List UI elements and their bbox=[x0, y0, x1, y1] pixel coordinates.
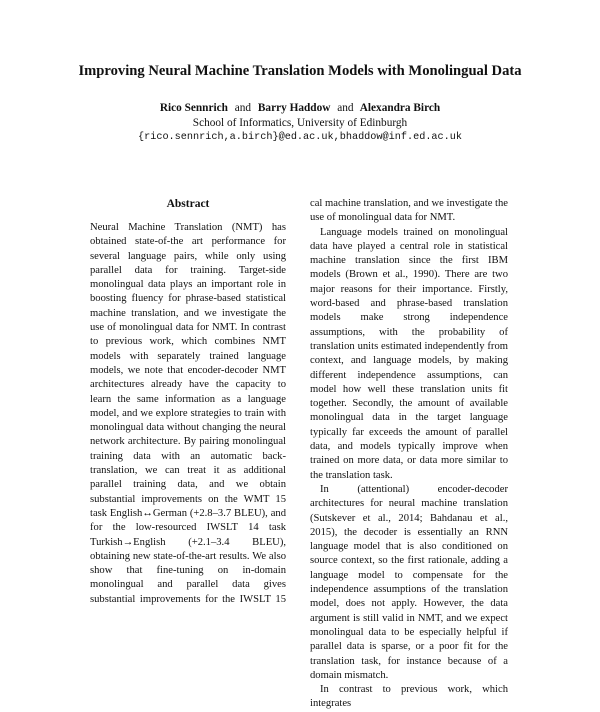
affiliation: School of Informatics, University of Edinburgh bbox=[192, 117, 408, 129]
author-conjunction: and bbox=[234, 102, 252, 114]
intro-paragraph: Language models trained on monolingual data have played a central role in statistical machine translation since the first IBM models (Brown et al., 1990). There are two major reasons for their importance. Firstly, word-based and phrase-based translation models make strong independence assumptions, with the probability of translation units estimated independently from context, and language models, by making different independence assumptions, can model how well these translation units fit together. Secondly, the amount of available monolingual data in the target language typically far exceeds the amount of parallel data, and models typically improve when trained on more data, or data more similar to the translation task. bbox=[310, 226, 508, 481]
intro-paragraph: cal machine translation, and we investigate the use of monolingual data for NMT. bbox=[310, 198, 508, 224]
left-column bbox=[90, 221, 286, 607]
author-emails: {rico.sennrich,a.birch}@ed.ac.uk,bhaddow@inf.ed.ac.uk bbox=[137, 132, 462, 143]
right-column bbox=[310, 197, 508, 712]
intro-paragraph: In (attentional) encoder-decoder architectures for neural machine translation (Sutskever et al., 2014; Bahdanau et al., 2015), the decoder is essentially an RNN language model that is also conditioned on source context, so the first rationale, adding a language model to compensate for the independence assumptions of the translation model, does not apply. However, the data argument is still valid in NMT, and we expect monolingual data to be especially helpful if parallel data is sparse, or a poor fit for the translation task, for instance because of a domain mismatch. bbox=[310, 483, 508, 681]
paper-title: Improving Neural Machine Translation Models with Monolingual Data bbox=[78, 63, 522, 79]
author-name: Rico Sennrich bbox=[159, 102, 228, 114]
author-list bbox=[0, 102, 600, 114]
abstract-text: Neural Machine Translation (NMT) has obtained state-of-the art performance for several language pairs, while only using parallel data for training. Target-side monolingual data plays an important role in boosting fluency for phrase-based statistical machine translation, and we investigate the use of monolingual data for NMT. In contrast to previous work, which combines NMT models with separately trained language models, we note that encoder-decoder NMT architectures already have the capacity to learn the same information as a language model, and we explore strategies to train with monolingual data without changing the neural network architecture. By pairing monolingual training data with an automatic back-translation, we can treat it as additional parallel training data, and we obtain substantial improvements on the WMT 15 task English↔German (+2.8–3.7 BLEU), and for the low-resourced IWSLT 14 task Turkish→English (+2.1–3.4 BLEU), obtaining new state-of-the-art results. We also show that fine-tuning on in-domain monolingual and parallel data gives substantial improvements for the IWSLT 15 bbox=[90, 222, 286, 605]
author-name: Alexandra Birch bbox=[359, 102, 441, 114]
author-conjunction: and bbox=[337, 102, 354, 114]
intro-paragraph: In contrast to previous work, which integrates bbox=[310, 684, 508, 710]
abstract-heading: Abstract bbox=[166, 198, 210, 210]
author-name: Barry Haddow bbox=[257, 102, 331, 114]
